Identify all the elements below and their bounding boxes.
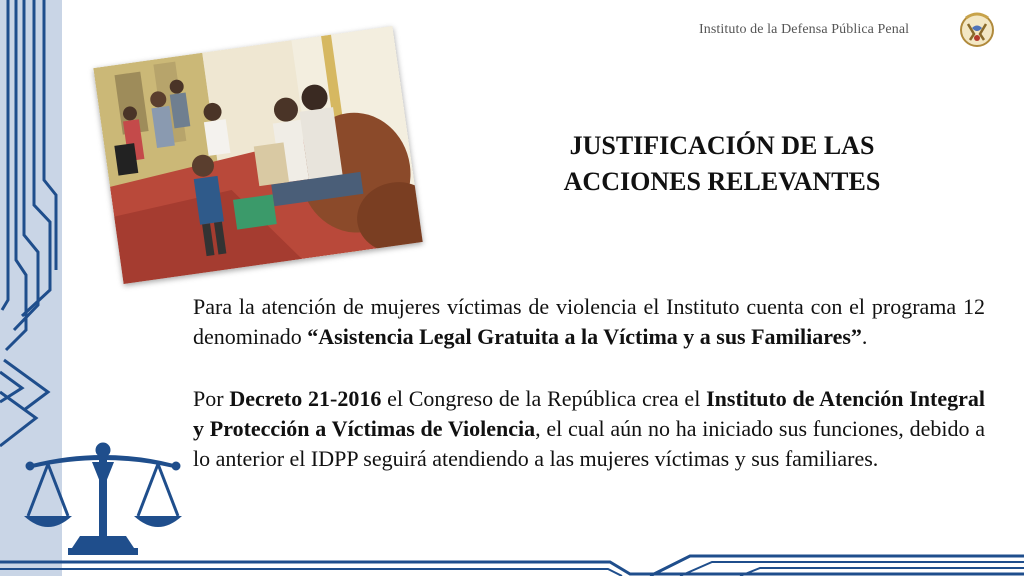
paragraph-1-text-a: Para la atención de mujeres víctimas de violencia el Instituto cuenta con el programa 12 denominado	[193, 294, 985, 349]
institution-name: Instituto de la Defensa Pública Penal	[699, 22, 910, 37]
decree-number: Decreto 21-2016	[229, 386, 382, 411]
paragraph-program	[193, 292, 985, 352]
paragraph-1-text-b: .	[861, 324, 868, 349]
idpp-seal-icon	[956, 8, 998, 50]
waiting-room-photo	[93, 26, 422, 284]
paragraph-2-text-a: Por	[193, 386, 230, 411]
slide-title-line-2: ACCIONES RELEVANTES	[563, 167, 881, 196]
paragraph-decree	[193, 384, 985, 474]
program-name: “Asistencia Legal Gratuita a la Víctima y a sus Familiares”	[307, 324, 862, 349]
new-institute-name: Instituto de Atención Integral y Protección a Víctimas de Violencia	[193, 386, 985, 441]
slide-title	[500, 128, 944, 200]
slide-title-line-1: JUSTIFICACIÓN DE LAS	[569, 131, 875, 160]
paragraph-2-text-b: el Congreso de la República crea el	[381, 386, 707, 411]
scales-of-justice-icon	[22, 442, 184, 558]
slide-body	[193, 292, 985, 474]
paragraph-2-text-c: , el cual aún no ha iniciado sus funciones, debido a lo anterior el IDPP seguirá atendiendo a las mujeres víctimas y sus familiares.	[193, 416, 985, 471]
